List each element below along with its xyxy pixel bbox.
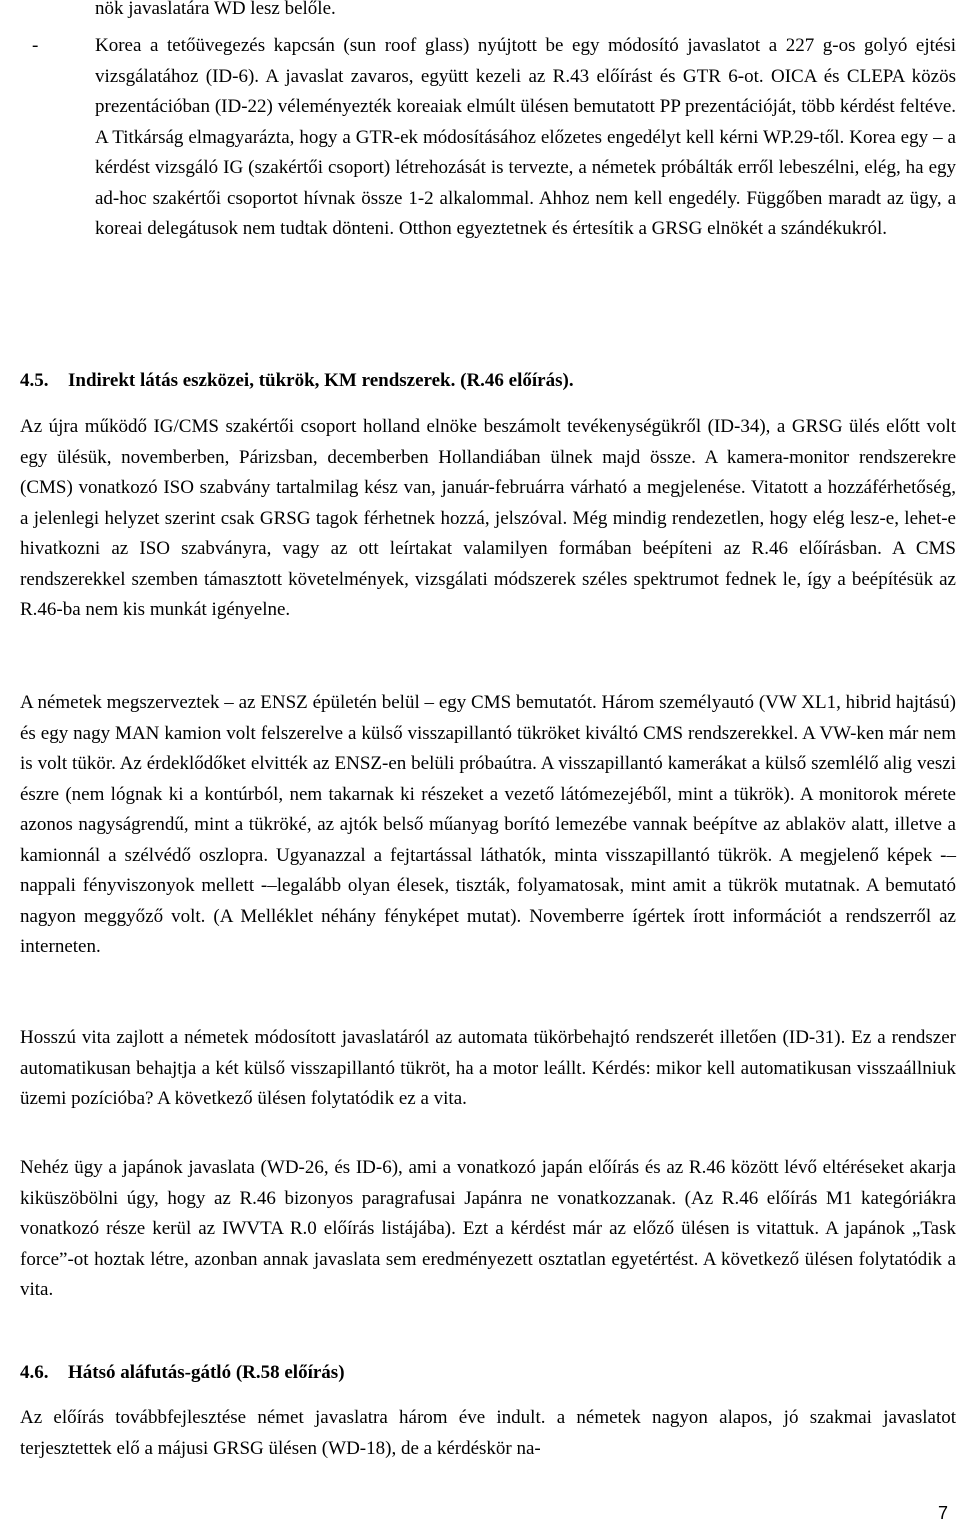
paragraph-text: Nehéz ügy a japánok javaslata (WD-26, és ID-6), ami a vonatkozó japán előírás és az R.46 között lévő eltéréseket akarja kiküszöbölni úgy, hogy az R.46 bizonyos paragrafusai Japánra ne vonatkozzanak. (Az R.46 előírás M1 kategóriákra vonatkozó része kerül az IWVTA R.0 előírás listájába). Ezt a kérdést már az előző ülésen is vitattuk. A japánok „Task force”-ot hoztak létre, azonban annak javaslata sem eredményezett osztatlan egyetértést. A következő ülésen folytatódik a vita. (20, 1157, 956, 1300)
section-46-title: Hátsó aláfutás-gátló (R.58 előírás) (68, 1362, 345, 1383)
section-45-title: Indirekt látás eszközei, tükrök, KM rendszerek. (R.46 előírás). (68, 370, 574, 391)
bullet-text: Korea a tetőüvegezés kapcsán (sun roof glass) nyújtott be egy módosító javaslatot a 227 g-os golyó ejtési vizsgálatához (ID-6). A javaslat zavaros, együtt kezeli az R.43 előírást és GTR 6-ot. OICA és CLEPA közös prezentációban (ID-22) véleményezték koreaiak elmúlt ülésen bemutatott PP prezentációját, több kérdést feltéve. A Titkárság elmagyarázta, hogy a GTR-ek módosításához előzetes engedélyt kell kérni WP.29-től. Korea egy – a kérdést vizsgáló IG (szakértői csoport) létrehozását is tervezte, a németek próbálták erről lebeszélni, elég, ha egy ad-hoc szakértői csoportot hívnak össze 1-2 alkalommal. Ahhoz nem kell engedély. Függőben maradt az ügy, a koreai delegátusok nem tudtak dönteni. Otthon egyeztetnek és értesítik a GRSG elnökét a szándékukról. (95, 35, 956, 239)
paragraph (20, 1153, 956, 1306)
paragraph-text: Az előírás továbbfejlesztése német javaslatra három éve indult. a németek nagyon alapos, jó szakmai javaslatot terjesztettek elő a májusi GRSG ülésen (WD-18), de a kérdéskör na- (20, 1407, 956, 1459)
section-45-number: 4.5. (20, 370, 49, 391)
paragraph (20, 412, 956, 626)
paragraph (20, 1023, 956, 1115)
continuation-line (95, 0, 956, 25)
paragraph (20, 688, 956, 963)
section-46-number: 4.6. (20, 1362, 49, 1383)
continuation-text: nök javaslatára WD lesz belőle. (95, 0, 336, 19)
paragraph (20, 1403, 956, 1464)
bullet-marker: - (32, 35, 39, 56)
page-number: 7 (937, 1503, 948, 1523)
paragraph-text: Az újra működő IG/CMS szakértői csoport holland elnöke beszámolt tevékenységükről (ID-34), a GRSG ülés előtt volt egy ülésük, novemberben, Párizsban, decemberben Hollandiában ülnek majd össze. A kamera-monitor rendszerekre (CMS) vonatkozó ISO szabvány tartalmilag kész van, január-februárra várható a megjelenése. Vitatott a hozzáférhetőség, a jelenlegi helyzet szerint csak GRSG tagok férhetnek hozzá, jelszóval. Még mindig rendezetlen, hogy elég lesz-e, lehet-e hivatkozni az ISO szabványra, vagy az ott leírtakat valamilyen formában beépíteni az R.46 előírásban. A CMS rendszerekkel szemben támasztott követelmények, vizsgálati módszerek széles spektrumot fednek le, így a beépítésük az R.46-ba nem kis munkát igényelne. (20, 416, 956, 620)
section-45-heading (20, 366, 956, 397)
section-46-heading (20, 1358, 956, 1389)
paragraph-text: A németek megszerveztek – az ENSZ épületén belül – egy CMS bemutatót. Három személyautó (VW XL1, hibrid hajtású) és egy nagy MAN kamion volt felszerelve a külső visszapillantó tükröket kiváltó CMS rendszerekkel. A VW-ken már nem is volt tükör. Az érdeklődőket elvitték az ENSZ-en belüli próbaútra. A visszapillantó kamerákat a külső szemlélő alig veszi észre (nem lógnak ki a kontúrból, nem takarnak ki részeket a vezető látómezejéből, mint a tükrök). A monitorok mérete azonos nagyságrendű, mint a tükröké, az ajtók belső műanyag borító lemezébe vannak beépítve az ablaköv alatt, illetve a kamionnál a szélvédő oszlopra. Ugyanazzal a fejtartással láthatók, minta visszapillantó tükrök. A megjelenő képek -–nappali fényviszonyok mellett -–legalább olyan élesek, tiszták, folyamatosak, mint amit a tükrök mutatnak. A bemutató nagyon meggyőző volt. (A Melléklet néhány fényképet mutat). Novemberre ígértek írott információt a rendszerről az interneten. (20, 692, 956, 957)
paragraph-text: Hosszú vita zajlott a németek módosított javaslatáról az automata tükörbehajtó rendszerét illetően (ID-31). Ez a rendszer automatikusan behajtja a két külső visszapillantó tükröt, ha a motor leállt. Kérdés: mikor kell automatikusan visszaállniuk üzemi pozícióba? A következő ülésen folytatódik ez a vita. (20, 1027, 956, 1109)
bullet-item (95, 31, 956, 245)
